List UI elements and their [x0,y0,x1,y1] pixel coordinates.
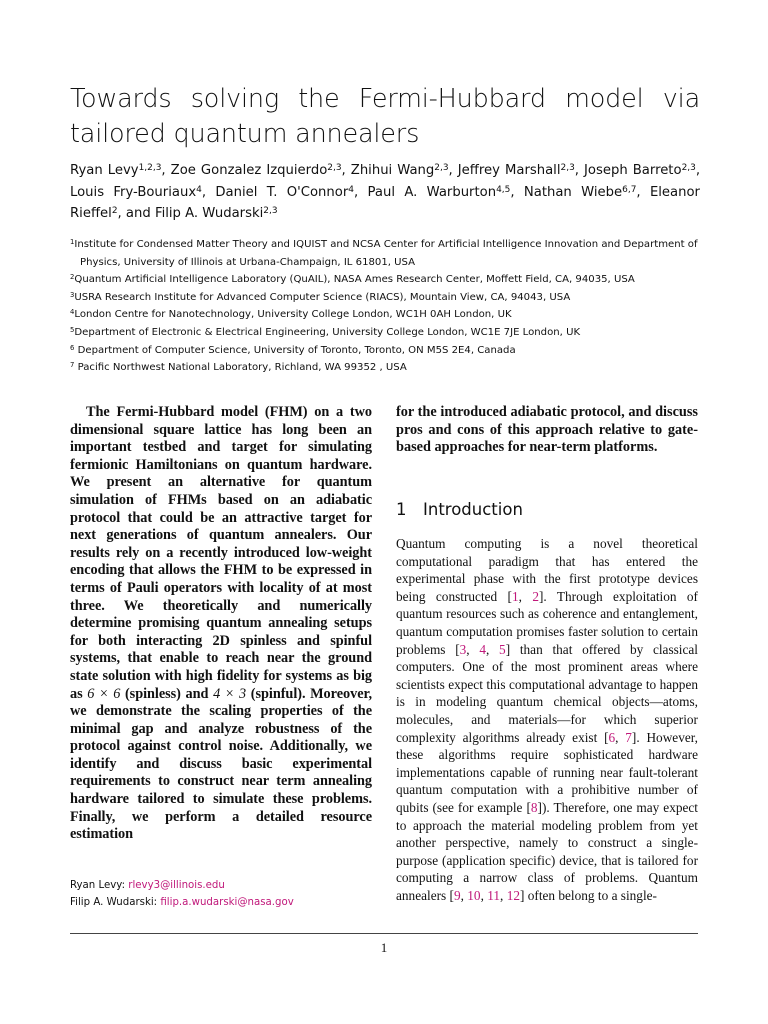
page-number: 1 [380,940,388,955]
author: Zoe Gonzalez Izquierdo [170,163,328,178]
author: Zhihui Wang [350,163,435,178]
email-link[interactable]: filip.a.wudarski@nasa.gov [160,896,294,908]
affiliation-text: Institute for Condensed Matter Theory and IQUIST and NCSA Center for Artificial Intelligence Innovation and Department of [74,239,698,250]
citation-link[interactable]: 11 [487,887,501,903]
citation-link[interactable]: 2 [532,588,539,604]
affiliation-text: London Centre for Nanotechnology, University College London, WC1H 0AH London, UK [74,309,512,321]
author: Daniel T. O'Connor [215,184,349,200]
affiliation-number: 2 [70,273,75,282]
author: Nathan Wiebe [523,184,623,200]
affiliation-item [70,359,700,377]
author-list: Ryan Levy$^{1,2,3}$, Zoe Gonzalez Izquierdo$^{2,3}$, Zhihui Wang$^{2,3}$, Jeffrey Marshall$^{2,3}$, Joseph Barreto$^{2,3}$, Louis Fry-Bouriaux$^4$, Daniel T. O'Connor$^4$, Paul A. Warburton$^{4,5}$, Nathan Wiebe$^{6,7}$, Eleanor Rieffel$^2$, and Filip A. Wudarski$^{2,3}$ [70,162,701,221]
citation-link[interactable]: 12 [506,887,520,903]
paper-title: Towards solving the Fermi-Hubbard model via tailored quantum annealers [70,84,700,149]
author: Filip A. Wudarski [154,206,264,221]
intro-text: ]. However, these algorithms require sophisticated hardware implementations capable of running near fault-tolerant quantum computation with a prohibitive number of qubits (see for example [ [396,729,698,815]
affiliation-number: 4 [70,308,75,317]
intro-text: ] often belong to a single- [519,887,657,903]
affiliation-number: 1 [70,237,75,246]
intro-text: ] than that offered by classical computers. One of the most prominent areas where scientists expect this computational advantage to happen is in modeling quantum chemical objects—atoms, molecules, and materials—for which superior complexity algorithms already exist [ [396,641,698,745]
affiliation-number: 7 [70,361,75,370]
author-affil-sup: 2,3 [263,205,278,216]
intro-text: ]). Therefore, one may expect to approach the material modeling problem from yet another perspective, namely to construct a single-purpose (application specific) device, that is tailored for computing a narrow class of problems. Quantum annealers [ [396,799,698,903]
citation-link[interactable]: 8 [530,799,538,815]
affiliation-text: USRA Research Institute for Advanced Computer Science (RIACS), Mountain View, CA, 94043, USA [74,291,571,303]
citation-link[interactable]: 3 [459,641,467,657]
citation-link[interactable]: 9 [453,887,461,903]
author: Joseph Barreto [584,163,682,178]
abstract-text: The Fermi-Hubbard model (FHM) on a two dimensional square lattice has long been an important testbed and target for simulating fermionic Hamiltonians on quantum hardware. We present an alternative for quantum simulation of FHMs based on an adiabatic protocol that could be an attractive target for next generations of quantum annealers. Our results rely on a recently introduced low-weight encoding that allows the FHM to be expressed in terms of Pauli operators with locality of at most three. We theoretically and numerically determine promising quantum annealing setups for both interacting 2D spinless and spinful systems, that enable to reach near the ground state solution with high fidelity for systems as big as [70,404,372,702]
contact-label: Filip A. Wudarski: [70,896,158,908]
author: Eleanor Rieffel [70,184,700,221]
author-affil-sup: 2,3 [327,162,342,173]
author-affil-sup: 2 [111,205,118,216]
author-affil-sup: 4 [348,184,354,195]
email-link[interactable]: rlevy3@illinois.edu [128,880,225,891]
intro-paragraph: Quantum computing is a novel theoretical computational paradigm that has entered the experimental phase with the first prototype devices being constructed [1, 2]. Through exploitation of quantum resources such as coherence and entanglement, quantum computation promises faster solution to certain problems [3, 4, 5] than that offered by classical computers. One of the most prominent areas where scientists expect this computational advantage to happen is in modeling quantum chemical objects—atoms, molecules, and materials—for which superior complexity algorithms already exist [6, 7]. However, these algorithms require sophisticated hardware implementations capable of running near fault-tolerant quantum computation with a prohibitive number of qubits (see for example [8]). Therefore, one may expect to approach the material modeling problem from yet another perspective, namely to construct a single-purpose (application specific) device, that is tailored for computing a narrow class of problems. Quantum annealers [9, 10, 11, 12] often belong to a single- [396,536,698,903]
affiliation-item [70,271,700,289]
author: Louis Fry-Bouriaux [70,184,197,200]
author-affil-sup: 4,5 [496,184,511,195]
author-affil-sup: 2,3 [681,162,696,173]
citation-link[interactable]: 1 [512,588,519,604]
author-affil-sup: 2,3 [560,162,575,173]
contact-row [70,878,294,895]
affiliation-item [70,324,700,342]
section-heading [396,500,523,519]
intro-text: ]. Through exploitation of quantum resources such as coherence and entanglement, quantum computation promises faster solution to certain problems [ [396,588,698,657]
citation-link[interactable]: 4 [479,641,486,657]
author-affil-sup: 6,7 [622,184,637,195]
section-title: Introduction [423,500,523,519]
affiliation-item [70,342,700,360]
contact-label: Ryan Levy: [70,880,125,891]
contact-info [70,878,294,911]
section-number: 1 [396,500,407,519]
footer-rule [70,933,698,934]
affiliation-item [70,306,700,324]
abstract-text: (spinless) and [124,685,209,702]
abstract-continued: for the introduced adiabatic protocol, and discuss pros and cons of this approach relative to gate-based approaches for near-term platforms. [396,404,698,456]
affiliation-list [70,236,700,377]
affiliation-text: Department of Computer Science, University of Toronto, Toronto, ON M5S 2E4, Canada [74,344,516,356]
intro-text: Quantum computing is a novel theoretical computational paradigm that has entered the experimental phase with the first prototype devices being constructed [ [396,536,698,604]
citation-link[interactable]: 5 [499,641,506,657]
abstract [70,404,372,844]
citation-link[interactable]: 7 [625,729,632,745]
author-affil-sup: 2,3 [434,162,449,173]
abstract-text: (spinful). Moreover, we demonstrate the scaling properties of the minimal gap and analyze robustness of the protocol against control noise. Additionally, we identify and discuss basic experimental requirements to construct near term annealing hardware tailored to simulate these problems. Finally, we perform a detailed resource estimation [70,685,372,843]
affiliation-item [70,289,700,307]
affiliation-text: Quantum Artificial Intelligence Laboratory (QuAIL), NASA Ames Research Center, Moffett Field, CA, 94035, USA [74,274,635,286]
contact-row [70,895,294,912]
citation-link[interactable]: 10 [467,887,481,903]
authors-and: and [125,206,151,221]
author: Paul A. Warburton [367,184,497,200]
affiliation-number: 3 [70,290,75,299]
affiliation-continuation: Physics, University of Illinois at Urbana-Champaign, IL 61801, USA [80,256,416,268]
author: Ryan Levy [70,163,139,178]
author-affil-sup: 1,2,3 [138,162,162,173]
affiliation-number: 5 [70,325,75,334]
affiliation-text: Pacific Northwest National Laboratory, Richland, WA 99352 , USA [74,362,407,374]
author: Jeffrey Marshall [457,163,561,178]
abstract-math: 6 × 6 [87,685,121,702]
citation-link[interactable]: 6 [608,729,616,745]
affiliation-text: Department of Electronic & Electrical Engineering, University College London, WC1E 7JE London, UK [74,326,581,338]
affiliation-number: 6 [70,343,75,352]
abstract-math: 4 × 3 [213,685,247,702]
affiliation-item [70,236,700,254]
author-affil-sup: 4 [196,184,202,195]
